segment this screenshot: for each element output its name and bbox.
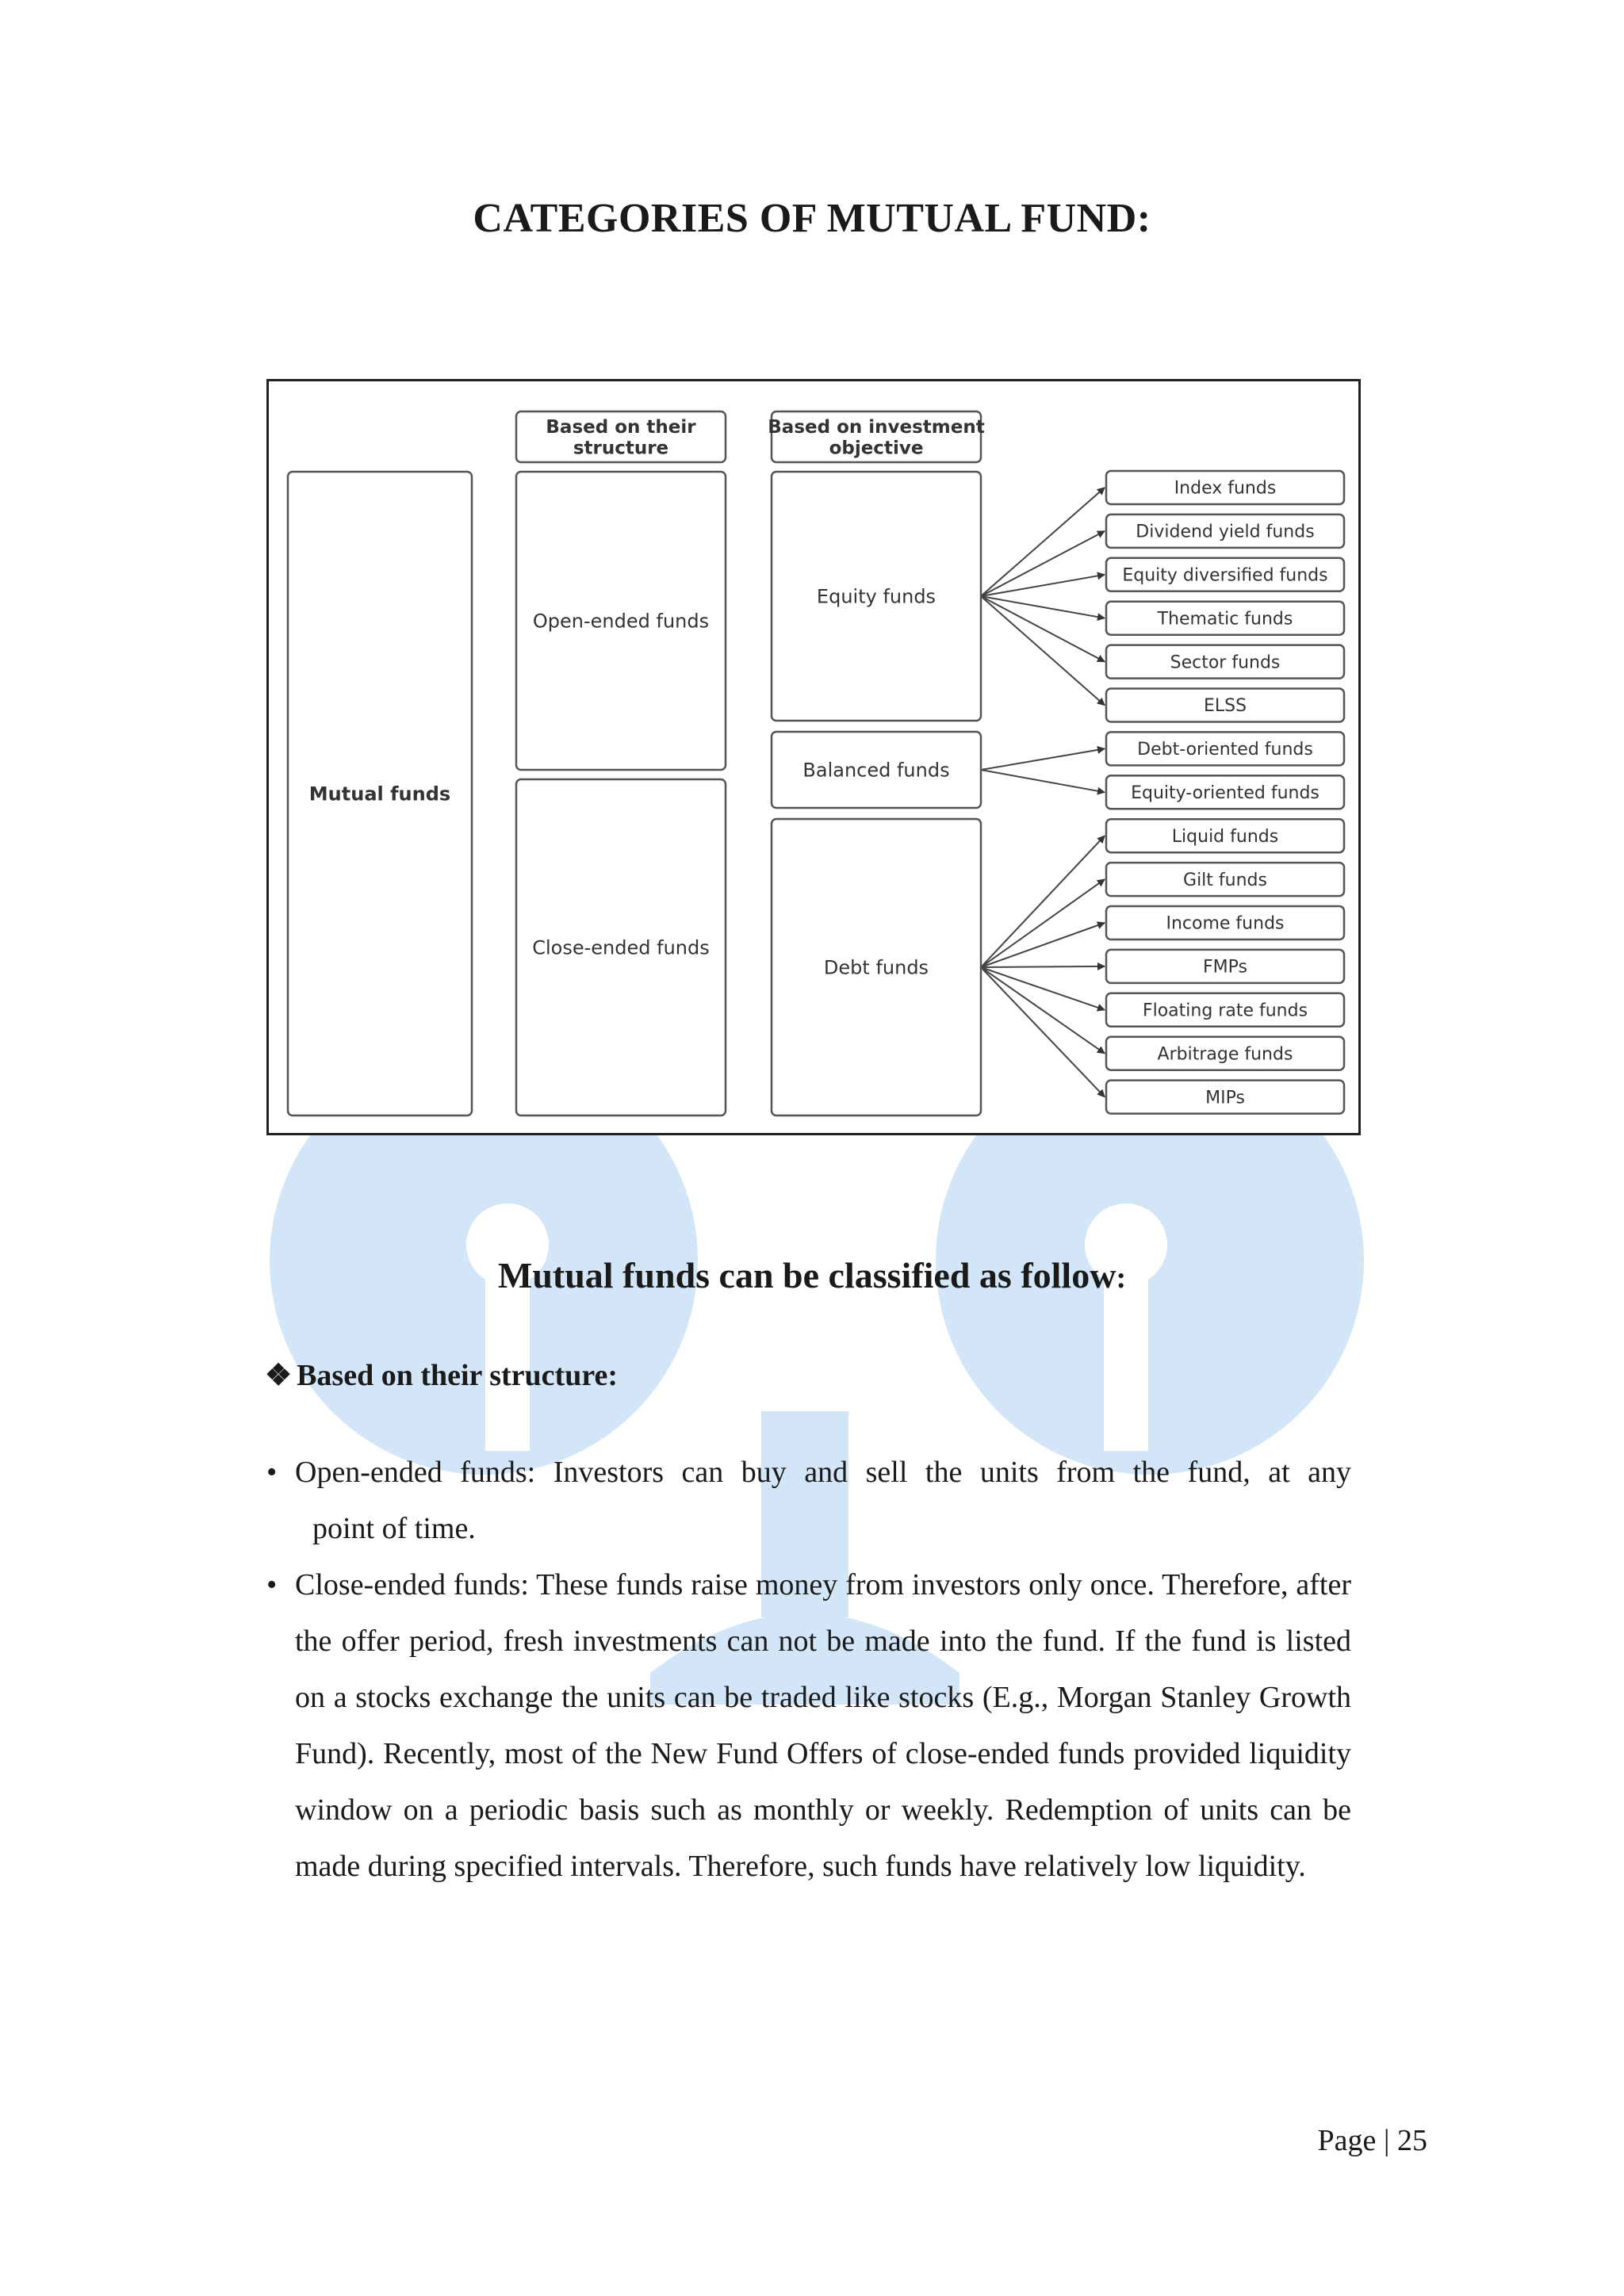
leaf-gilt-funds-label: Gilt funds xyxy=(1183,870,1267,890)
classification-heading-text: Mutual funds can be classified as follow xyxy=(497,1255,1116,1295)
classification-heading-colon: : xyxy=(1116,1261,1127,1295)
open-ended-text-line1: Open-ended funds: Investors can buy and sell the units from the fund, at any xyxy=(295,1456,1351,1489)
structure-subheading-text: Based on their structure: xyxy=(297,1359,619,1392)
bullet-dot-icon: • xyxy=(266,1568,278,1601)
close-ended-funds-box xyxy=(516,779,726,1115)
page-number: Page | 25 xyxy=(1317,2124,1427,2157)
connector-arrow xyxy=(981,488,1105,596)
structure-header-label: Based on their xyxy=(546,416,696,438)
leaf-dividend-yield-funds xyxy=(1106,515,1344,548)
structure-subheading xyxy=(265,1357,618,1393)
open-ended-text-line2: point of time. xyxy=(312,1512,476,1545)
connector-arrow xyxy=(981,770,1105,792)
bullet-open-ended xyxy=(266,1445,1351,1557)
leaf-sector-funds-label: Sector funds xyxy=(1170,652,1281,673)
balanced-funds-box xyxy=(772,732,981,808)
bullet-dot-icon: • xyxy=(266,1456,278,1489)
leaf-mips-label: MIPs xyxy=(1205,1088,1245,1108)
leaf-arbitrage-funds xyxy=(1106,1037,1344,1070)
diamond-bullet-icon: ❖ xyxy=(265,1359,293,1392)
connector-arrow xyxy=(981,923,1105,967)
structure-header-label: structure xyxy=(573,438,669,459)
leaf-gilt-funds xyxy=(1106,863,1344,896)
objective-header-label: objective xyxy=(829,438,924,459)
connector-arrow xyxy=(981,748,1105,770)
structure-header xyxy=(516,411,726,462)
bullet-close-ended xyxy=(266,1557,1351,1895)
connector-arrow xyxy=(981,967,1105,1010)
open-ended-funds-box-label: Open-ended funds xyxy=(532,610,710,633)
leaf-mips xyxy=(1106,1081,1344,1114)
leaf-index-funds-label: Index funds xyxy=(1174,478,1277,499)
connector-arrow xyxy=(981,596,1105,662)
leaf-thematic-funds-label: Thematic funds xyxy=(1157,609,1293,629)
leaf-floating-rate-funds xyxy=(1106,993,1344,1027)
leaf-fmps-label: FMPs xyxy=(1203,957,1247,978)
close-ended-funds-box-label: Close-ended funds xyxy=(532,936,710,959)
connector-arrow xyxy=(981,966,1105,967)
equity-funds-box-label: Equity funds xyxy=(816,585,936,608)
leaf-fmps xyxy=(1106,950,1344,983)
leaf-equity-oriented-funds-label: Equity-oriented funds xyxy=(1131,783,1320,803)
leaf-income-funds-label: Income funds xyxy=(1166,913,1285,934)
objective-header xyxy=(768,411,984,462)
mutual-funds-root-label: Mutual funds xyxy=(308,783,451,806)
leaf-liquid-funds xyxy=(1106,819,1344,852)
connector-arrow xyxy=(981,967,1105,1097)
leaf-debt-oriented-funds-label: Debt-oriented funds xyxy=(1137,740,1313,760)
leaf-thematic-funds xyxy=(1106,602,1344,635)
debt-funds-box-label: Debt funds xyxy=(823,956,929,979)
leaf-equity-diversified-funds-label: Equity diversified funds xyxy=(1122,565,1328,586)
leaf-dividend-yield-funds-label: Dividend yield funds xyxy=(1136,522,1315,542)
leaf-sector-funds xyxy=(1106,645,1344,679)
leaf-equity-diversified-funds xyxy=(1106,558,1344,591)
leaf-elss-label: ELSS xyxy=(1203,696,1247,717)
mutual-fund-categories-diagram xyxy=(266,379,1361,1135)
leaf-arbitrage-funds-label: Arbitrage funds xyxy=(1157,1044,1293,1065)
connector-arrow xyxy=(981,836,1105,967)
leaf-index-funds xyxy=(1106,471,1344,504)
page-title: CATEGORIES OF MUTUAL FUND: xyxy=(473,196,1151,241)
objective-header-label: Based on investment xyxy=(768,416,985,438)
leaf-debt-oriented-funds xyxy=(1106,732,1344,765)
diagram-canvas xyxy=(269,381,1358,1133)
leaf-income-funds xyxy=(1106,906,1344,939)
leaf-elss xyxy=(1106,689,1344,722)
connector-arrow xyxy=(981,596,1105,618)
close-ended-text: Close-ended funds: These funds raise money from investors only once. Therefore, after the offer period, fresh investments can not be made into the fund. If the fund is listed on a stocks exchange the units can be traded like stocks (E.g., Morgan Stanley Growth Fund). Recently, most of the New Fund Offers of close-ended funds provided liquidity window on a periodic basis such as monthly or weekly. Redemption of units can be made during specified intervals. Therefore, such funds have relatively low liquidity. xyxy=(295,1568,1351,1883)
connector-arrow xyxy=(981,596,1105,706)
leaf-liquid-funds-label: Liquid funds xyxy=(1171,826,1279,847)
mutual-funds-root xyxy=(288,472,472,1115)
balanced-funds-box-label: Balanced funds xyxy=(802,759,950,782)
leaf-equity-oriented-funds xyxy=(1106,775,1344,809)
equity-funds-box xyxy=(772,472,981,721)
debt-funds-box xyxy=(772,819,981,1115)
connector-arrow xyxy=(981,575,1105,596)
connector-arrow xyxy=(981,967,1105,1054)
classification-heading xyxy=(0,1254,1624,1296)
leaf-floating-rate-funds-label: Floating rate funds xyxy=(1142,1001,1308,1021)
connector-arrow xyxy=(981,879,1105,967)
open-ended-funds-box xyxy=(516,472,726,770)
